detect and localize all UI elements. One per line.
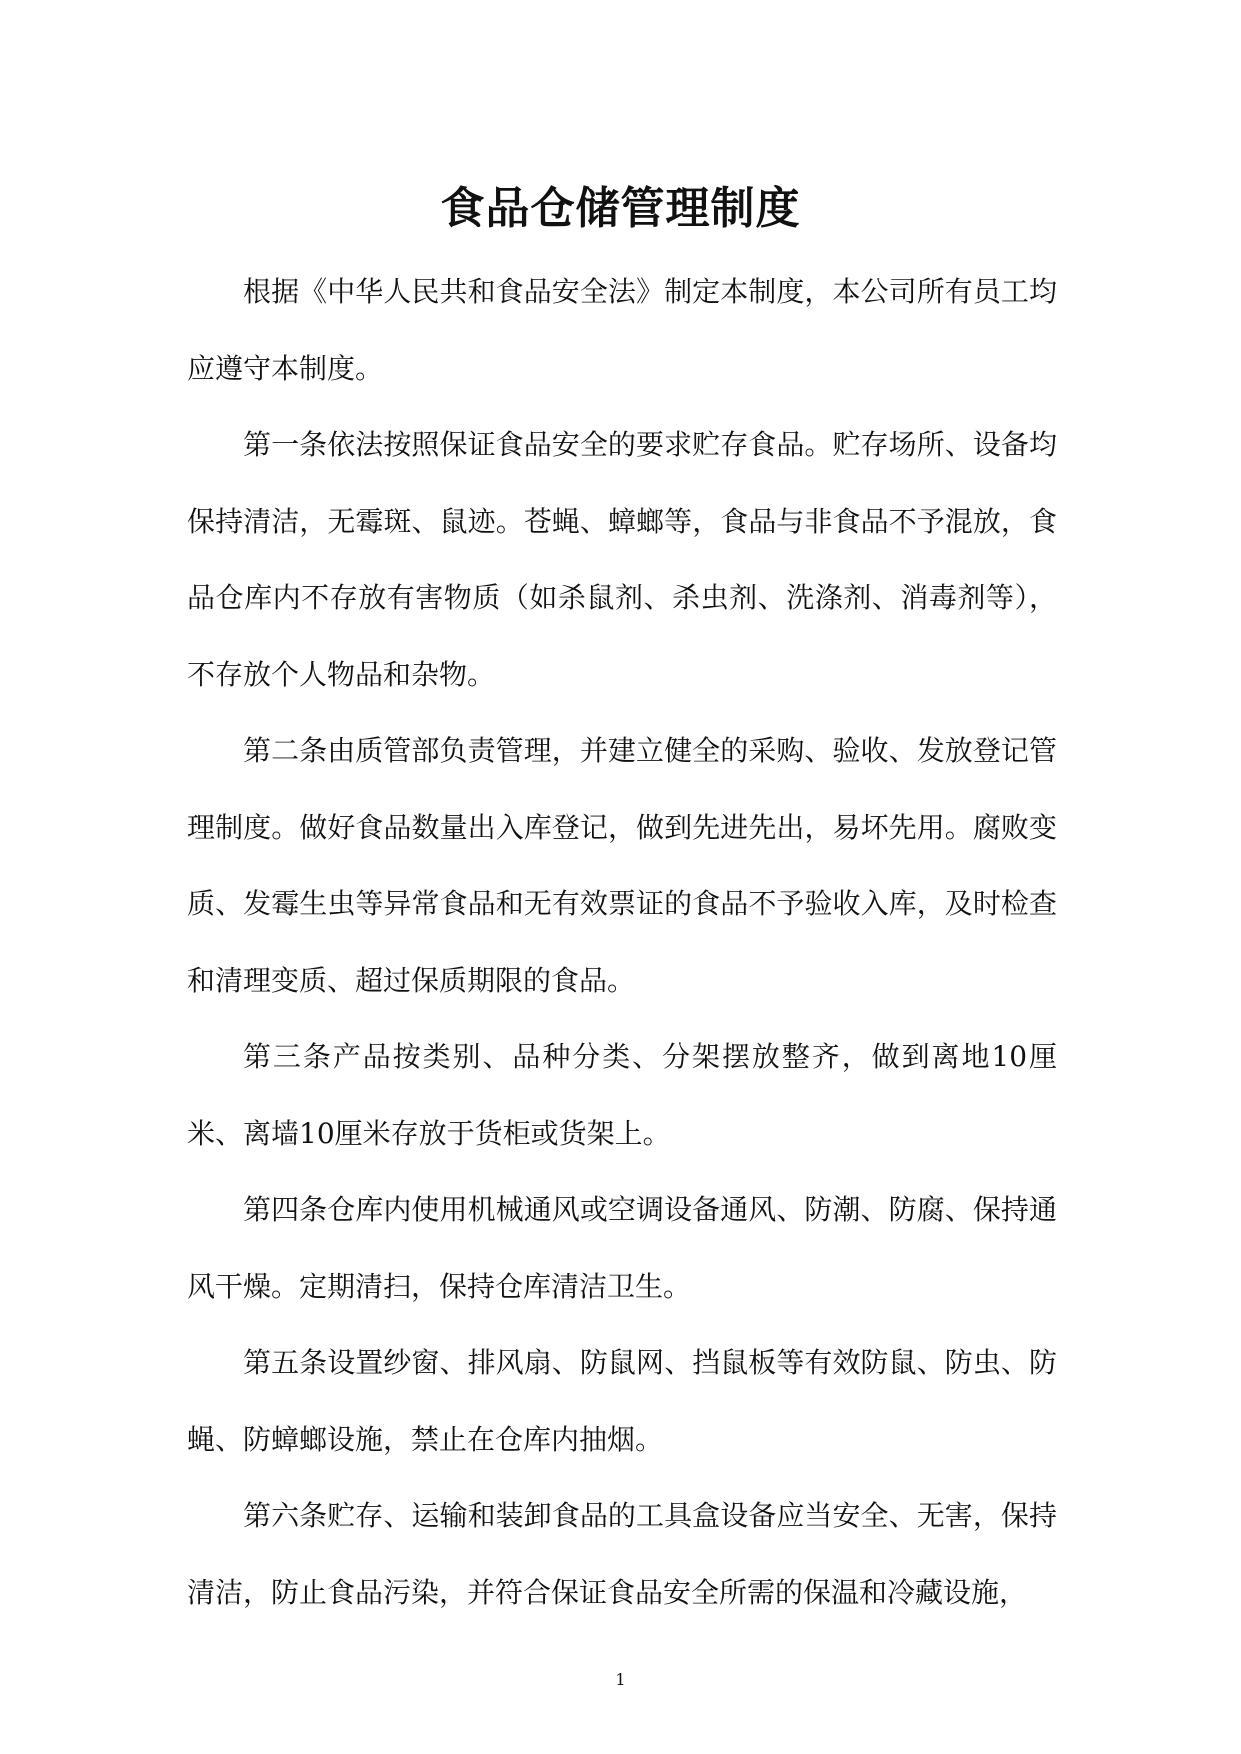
document-body (187, 254, 1057, 1631)
paragraph-intro: 根据《中华人民共和食品安全法》制定本制度，本公司所有员工均应遵守本制度。 (187, 275, 1057, 385)
page-number: 1 (615, 1670, 626, 1689)
paragraph-article-6: 第六条贮存、运输和装卸食品的工具盒设备应当安全、无害，保持清洁，防止食品污染，并符合保证食品安全所需的保温和冷藏设施， (187, 1499, 1057, 1609)
paragraph-article-1: 第一条依法按照保证食品安全的要求贮存食品。贮存场所、设备均保持清洁，无霉斑、鼠迹。苍蝇、蟑螂等，食品与非食品不予混放，食品仓库内不存放有害物质（如杀鼠剂、杀虫剂、洗涤剂、消毒剂等），不存放个人物品和杂物。 (187, 428, 1057, 691)
paragraph-article-3: 第三条产品按类别、品种分类、分架摆放整齐，做到离地10厘米、离墙10厘米存放于货柜或货架上。 (187, 1040, 1057, 1150)
paragraph-article-2: 第二条由质管部负责管理，并建立健全的采购、验收、发放登记管理制度。做好食品数量出入库登记，做到先进先出，易坏先用。腐败变质、发霉生虫等异常食品和无有效票证的食品不予验收入库，及时检查和清理变质、超过保质期限的食品。 (187, 734, 1057, 997)
paragraph-article-4: 第四条仓库内使用机械通风或空调设备通风、防潮、防腐、保持通风干燥。定期清扫，保持仓库清洁卫生。 (187, 1193, 1057, 1303)
paragraph-article-5: 第五条设置纱窗、排风扇、防鼠网、挡鼠板等有效防鼠、防虫、防蝇、防蟑螂设施，禁止在仓库内抽烟。 (187, 1346, 1057, 1456)
page-title: 食品仓储管理制度 (440, 183, 801, 235)
